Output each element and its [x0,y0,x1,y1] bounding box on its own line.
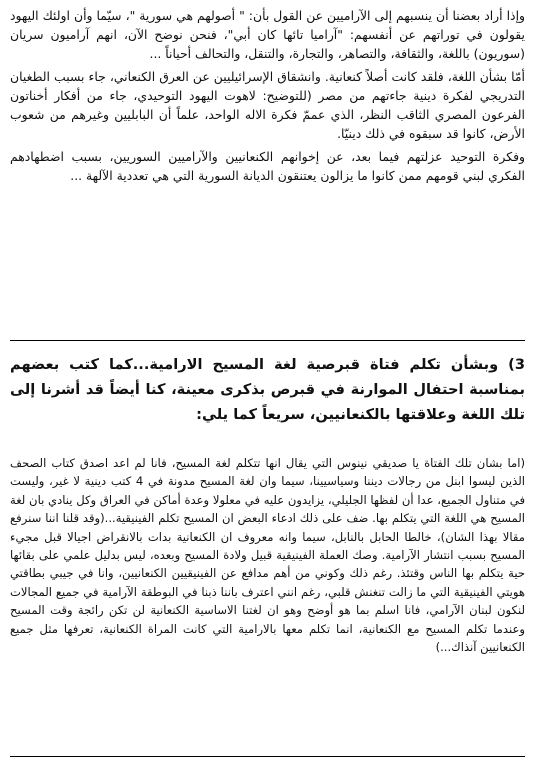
section-divider-bottom [10,756,525,757]
paragraph-1: وإذا أراد بعضنا أن ينسبهم إلى الآراميين عن القول بأن: " أصولهم هي سورية "، سيّما وأن اولئك اليهود يقولون في توراتهم عن أنفسهم: "آراميا تائها كان أبي"، فنحن نوضح الآن، انهم آراميون سريان (سوريون) باللغة، والثقافة، والتصاهر، والتجارة، والتنقل، والتحالف أحياناً ... [10,8,525,61]
section-divider-top [10,340,525,341]
paragraph-3: وفكرة التوحيد عزلتهم فيما بعد، عن إخوانهم الكنعانيين والآراميين السوريين، بسبب اضطهادهم الفكري لبني قومهم ممن كانوا ما يزالون يعتنقون الديانة السورية التي هي تعددية الآلهة ... [10,149,525,183]
section-heading: 3) وبشأن تكلم فتاة قبرصية لغة المسيح الارامية...كما كتب بعضهم بمناسبة احتفال الموارنة في قبرص بذكرى معينة، كنا أيضاً قد أشرنا إلى تلك اللغة وعلاقتها بالكنعانيين، سريعاً كما يلي: [10,356,525,423]
quoted-block: (اما بشان تلك الفتاة يا صديقي نينوس التي يقال انها تتكلم لغة المسيح، فانا لم اعد اصدق كتاب الصحف الذين ليسوا ابنل من رجالات ديننا وسياسيينا، سيما وان لغة المسيح مدونة في 4 كتب دينية لا غير، وليست في متناول الجميع، عدا أن لفظها الجليلي، يزايدون عليه في معلولا وعدة أماكن في العراق وكل ينادي بان لغة المسيح هي اللغة التي يتكلم بها. ضف على ذلك ادعاء البعض ان المسيح تكلم الفينيقية...(وقد قلنا اننا سنرفع مقالا بهذا الشان)، خالطا الحابل بالنابل، سيما وانه معروف ان الكنعانية بدات بالانقراض اجيالا قبل مجيء المسيح بسبب انتشار الآرامية. وصك العملة الفينيقية قبيل ولادة المسيح وبعده، ليس بدليل علمي على بقائها حية يتكلم بها الناس وقتئذ. رغم ذلك وكوني من أهم مدافع عن الفينيقيين الكنعانيين، وانا في جيبي بطاقتي هويتي الفينيقية التي ما زالت تنغنش قلبي، رغم انني اعترف باننا ذبنا في البوطقة الآرامية في جميع المجالات لنكون لبنان الآرامي، فانا اسلم بما هو أوضح وهو ان لغتنا الاساسية الكنعانية لن تكن رائجة وقت المسيح وعندما تكلم المسيح مع الكنعانية، انما تكلم معها بالارامية التي كانت المراة الكنعانية، تعرفها مثل جميع الكنعانيين آنذاك...) [10,456,525,655]
paragraph-2: أمّا بشأن اللغة، فلقد كانت أصلاً كنعانية. وانشقاق الإسرائيليين عن العرق الكنعاني، جاء بسبب الطغيان التدريجي لفكرة دينية جاءتهم من مصر (للتوضيح: لاهوت اليهود التوحيدي، جاء من أفكار أخناتون الفرعون المصري الثاقب النظر، الذي عممّ فكرة الاله الواحد، علماً أن البابليين وغيرهم من شعوب الأرض، كانوا قد سبقوه في ذلك دينيّا. [10,69,525,141]
